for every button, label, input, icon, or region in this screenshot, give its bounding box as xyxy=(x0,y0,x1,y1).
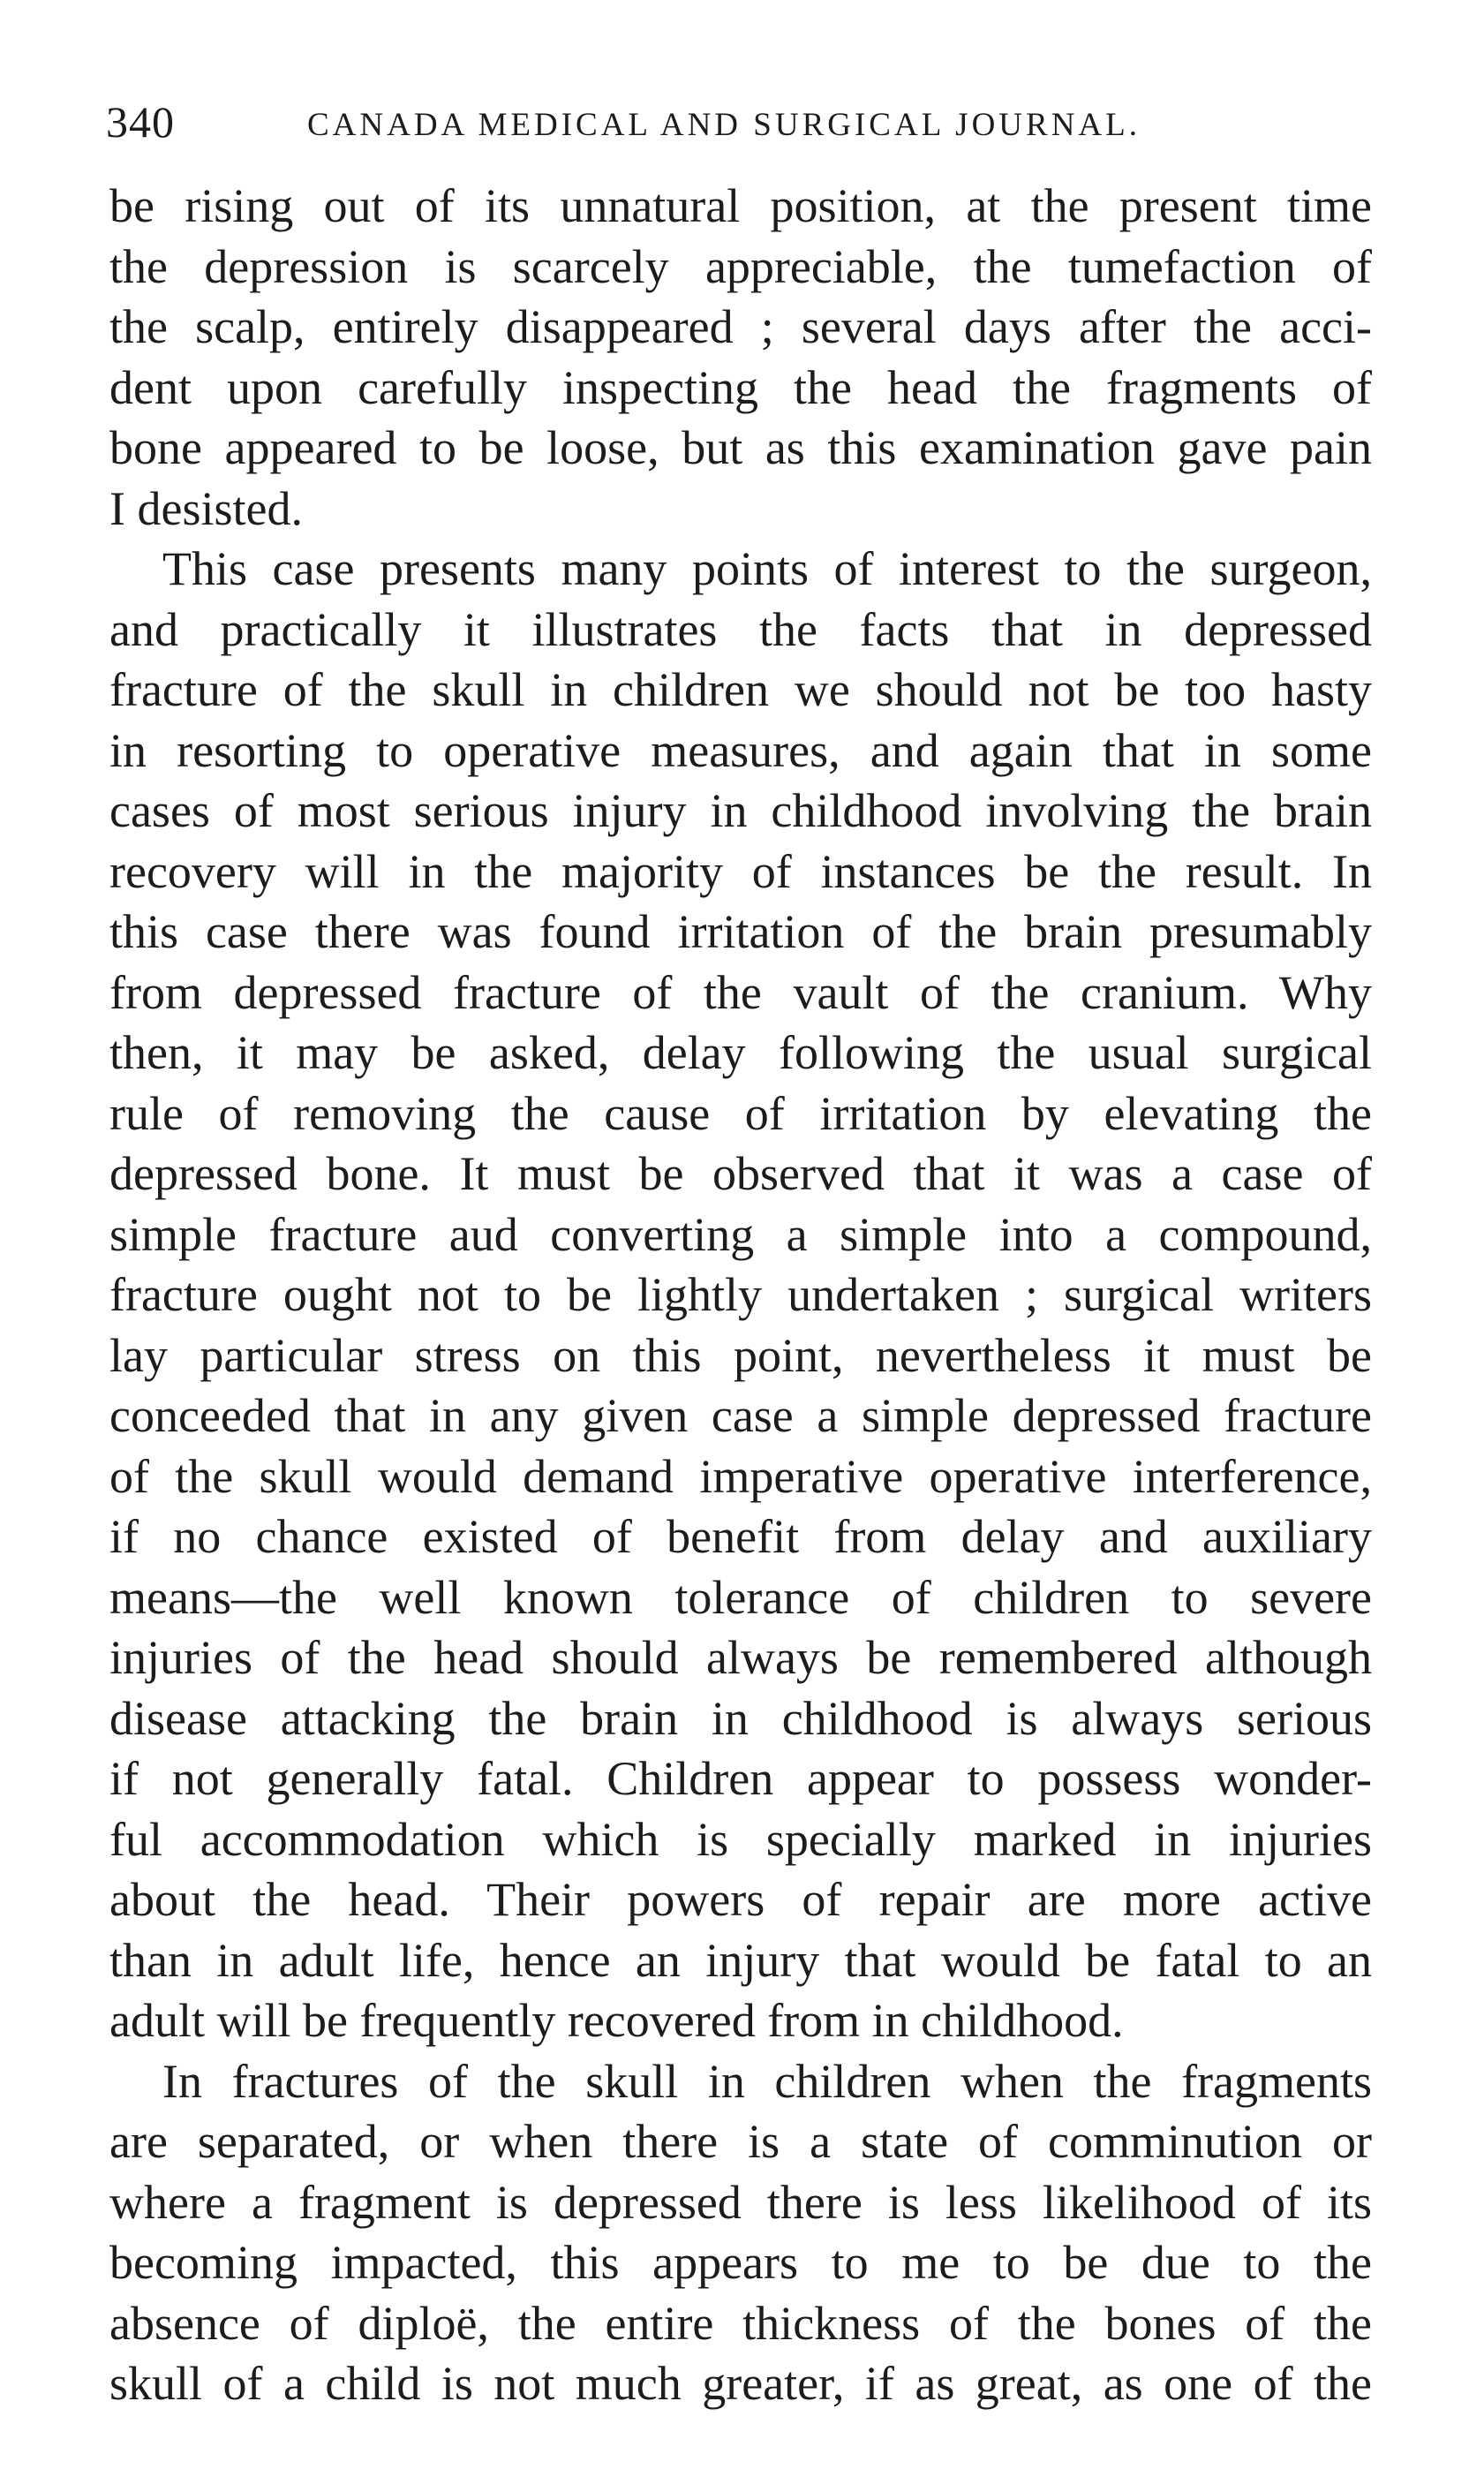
text-line: skull of a child is not much greater, if as great, as one of the xyxy=(109,2357,1372,2410)
text-line: absence of diploë, the entire thickness of the bones of the xyxy=(109,2296,1372,2350)
running-title: CANADA MEDICAL AND SURGICAL JOURNAL. xyxy=(307,107,1141,143)
text-line: depressed bone. It must be observed that it was a case of xyxy=(109,1147,1372,1200)
text-line: becoming impacted, this appears to me to be due to the xyxy=(109,2236,1372,2289)
text-line: where a fragment is depressed there is less likelihood of its xyxy=(109,2175,1372,2229)
text-line: are separated, or when there is a state of comminution or xyxy=(109,2115,1372,2168)
text-line: and practically it illustrates the facts that in depressed xyxy=(109,602,1372,656)
text-line: adult will be frequently recovered from in childhood. xyxy=(109,1994,1124,2047)
page-number: 340 xyxy=(106,97,175,147)
text-line: This case presents many points of interest to the surgeon, xyxy=(162,542,1372,595)
text-line: of the skull would demand imperative operative interference, xyxy=(109,1449,1372,1503)
text-line: recovery will in the majority of instances be the result. In xyxy=(109,844,1372,898)
text-line: fracture ought not to be lightly undertaken ; surgical writers xyxy=(109,1268,1372,1321)
text-line: about the head. Their powers of repair are more active xyxy=(109,1873,1372,1926)
text-line: if not generally fatal. Children appear to possess wonder- xyxy=(109,1752,1372,1805)
text-line: disease attacking the brain in childhood is always serious xyxy=(109,1691,1372,1745)
text-line: the scalp, entirely disappeared ; several days after the acci- xyxy=(109,300,1372,353)
text-line: ful accommodation which is specially marked in injuries xyxy=(109,1812,1372,1866)
text-line: bone appeared to be loose, but as this examination gave pain xyxy=(109,421,1372,474)
text-line: fracture of the skull in children we should not be too hasty xyxy=(109,663,1372,716)
text-line: In fractures of the skull in children when the fragments xyxy=(162,2054,1372,2108)
text-line: dent upon carefully inspecting the head the fragments of xyxy=(109,360,1372,414)
text-line: than in adult life, hence an injury that would be fatal to an xyxy=(109,1933,1372,1987)
page-header xyxy=(106,95,1395,148)
text-line: means—the well known tolerance of children to severe xyxy=(109,1570,1372,1624)
text-line: in resorting to operative measures, and again that in some xyxy=(109,723,1372,777)
text-line: then, it may be asked, delay following the usual surgical xyxy=(109,1026,1372,1079)
text-line: simple fracture aud converting a simple into a compound, xyxy=(109,1207,1372,1261)
text-line: from depressed fracture of the vault of the cranium. Why xyxy=(109,965,1372,1019)
text-line: this case there was found irritation of the brain presumably xyxy=(109,905,1372,958)
text-line: be rising out of its unnatural position, at the present time xyxy=(109,179,1372,232)
text-line: the depression is scarcely appreciable, the tumefaction of xyxy=(109,239,1372,293)
text-line: conceeded that in any given case a simple depressed fracture xyxy=(109,1389,1372,1442)
text-line: cases of most serious injury in childhood involving the brain xyxy=(109,784,1372,837)
text-line: injuries of the head should always be remembered although xyxy=(109,1631,1372,1684)
text-line: I desisted. xyxy=(109,481,303,535)
text-line: rule of removing the cause of irritation by elevating the xyxy=(109,1086,1372,1140)
text-line: if no chance existed of benefit from delay and auxiliary xyxy=(109,1510,1372,1563)
text-line: lay particular stress on this point, nevertheless it must be xyxy=(109,1328,1372,1382)
article-text xyxy=(109,176,1372,2414)
